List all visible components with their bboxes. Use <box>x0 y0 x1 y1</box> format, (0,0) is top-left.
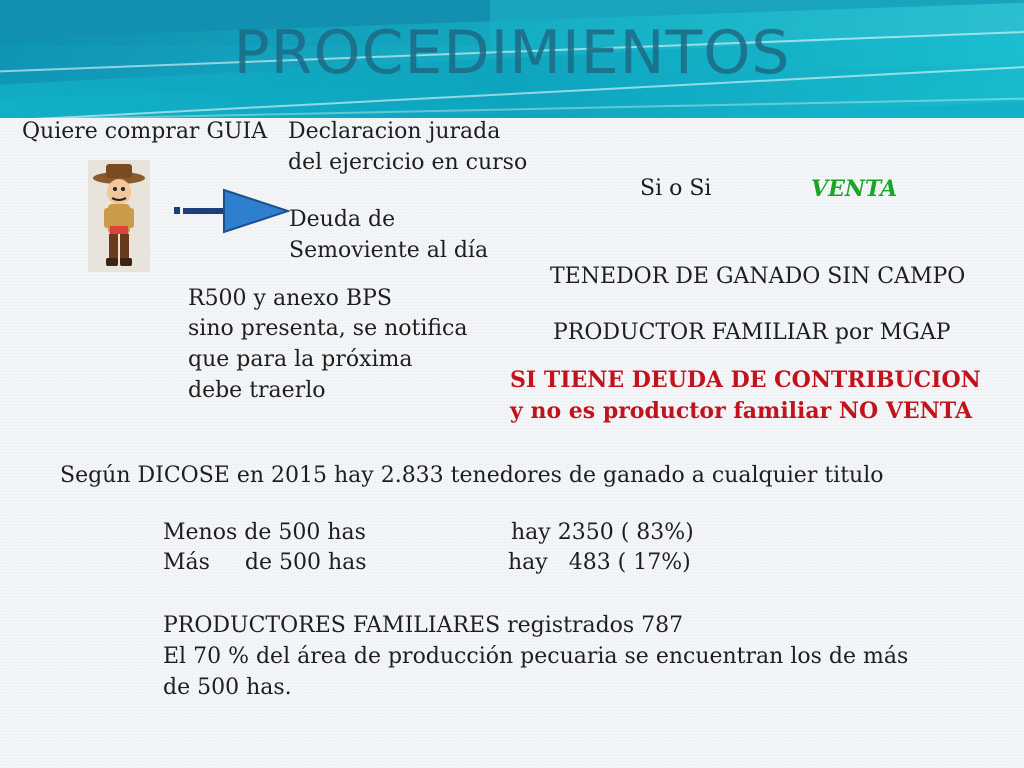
slide-title: PROCEDIMIENTOS <box>233 18 791 88</box>
stats-row2-value: hay 483 ( 17%) <box>508 550 691 575</box>
warning-line-1: SI TIENE DEUDA DE CONTRIBUCION <box>510 367 981 393</box>
stats-row2-label: Más de 500 has <box>163 550 367 575</box>
r500-line-1: R500 y anexo BPS <box>188 286 392 311</box>
stats-row1-value: hay 2350 ( 83%) <box>511 520 694 545</box>
gaucho-illustration-icon <box>88 160 150 272</box>
deuda-line-1: Deuda de <box>289 207 396 232</box>
r500-line-2: sino presenta, se notifica <box>188 316 468 341</box>
buyer-label: Quiere comprar GUIA <box>22 119 268 144</box>
area-note-line-2: de 500 has. <box>163 675 292 700</box>
deuda-line-2: Semoviente al día <box>289 238 489 263</box>
declaracion-line-1: Declaracion jurada <box>288 119 501 144</box>
tenedor-label: TENEDOR DE GANADO SIN CAMPO <box>550 264 966 289</box>
venta-label: VENTA <box>811 176 898 202</box>
declaracion-line-2: del ejercicio en curso <box>288 150 528 175</box>
right-arrow-icon <box>172 186 290 236</box>
si-o-si-label: Si o Si <box>640 176 712 201</box>
productor-label: PRODUCTOR FAMILIAR por MGAP <box>553 320 951 345</box>
r500-line-3: que para la próxima <box>188 347 413 372</box>
r500-line-4: debe traerlo <box>188 378 326 403</box>
area-note-line-1: El 70 % del área de producción pecuaria se encuentran los de más <box>163 644 909 669</box>
productores-familiares: PRODUCTORES FAMILIARES registrados 787 <box>163 613 684 638</box>
dicose-summary: Según DICOSE en 2015 hay 2.833 tenedores de ganado a cualquier titulo <box>60 463 884 488</box>
stats-row1-label: Menos de 500 has <box>163 520 366 545</box>
warning-line-2: y no es productor familiar NO VENTA <box>510 398 973 424</box>
